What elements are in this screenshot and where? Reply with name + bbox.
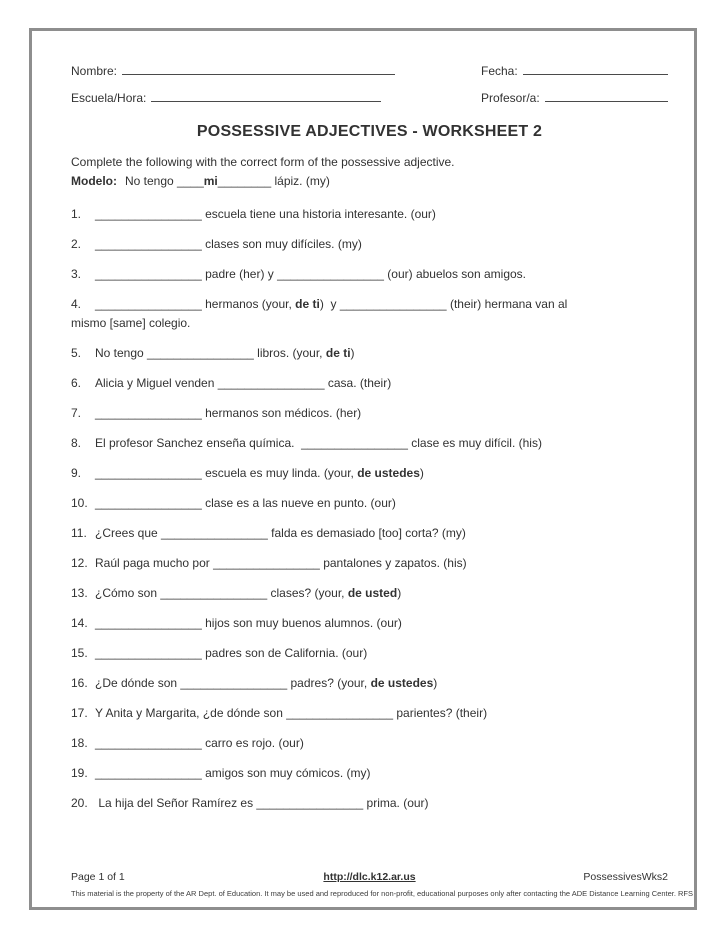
question-number: 7. xyxy=(71,406,82,420)
sentence-text: escuela es muy linda. (your, xyxy=(201,466,358,480)
question-number: 6. xyxy=(71,376,82,390)
answer-blank: ________________ xyxy=(161,526,268,540)
question-row xyxy=(71,374,668,393)
answer-blank: ________________ xyxy=(95,267,202,281)
sentence-text: clase es muy difícil. (his) xyxy=(407,436,542,450)
question-row xyxy=(71,554,668,573)
answer-blank: ________________ xyxy=(95,297,202,311)
question-row xyxy=(71,704,668,723)
question-number: 12. xyxy=(71,556,88,570)
answer-blank: ________________ xyxy=(95,406,202,420)
sentence-text: prima. (our) xyxy=(363,796,429,810)
escuela-hora-label: Escuela/Hora: xyxy=(71,91,147,105)
question-number: 1. xyxy=(71,207,82,221)
fecha-label: Fecha: xyxy=(481,64,518,78)
instructions-text: Complete the following with the correct form of the possessive adjective. xyxy=(71,155,455,169)
question-row xyxy=(71,295,668,333)
sentence-text: mismo [same] colegio. xyxy=(71,316,191,330)
question-row xyxy=(71,205,668,224)
answer-blank: ________________ xyxy=(339,297,447,311)
answer-blank: ________________ xyxy=(217,376,325,390)
sentence-text: No tengo xyxy=(125,174,178,188)
sentence-text: amigos son muy cómicos. (my) xyxy=(201,766,371,780)
question-number: 3. xyxy=(71,267,82,281)
answer-blank: ________________ xyxy=(286,706,394,720)
question-row xyxy=(71,524,668,543)
header-row-2 xyxy=(71,88,668,108)
modelo-sentence xyxy=(125,174,330,188)
sentence-text: ¿De dónde son xyxy=(95,676,181,690)
sentence-text: ) xyxy=(433,676,438,690)
sentence-text: ____ xyxy=(177,174,204,188)
sentence-text: (their) hermana van al xyxy=(446,297,568,311)
question-row xyxy=(71,494,668,513)
question-number: 9. xyxy=(71,466,82,480)
question-number: 11. xyxy=(71,526,87,540)
question-row xyxy=(71,734,668,753)
sentence-text: libros. (your, xyxy=(253,346,326,360)
sentence-text: hermanos (your, xyxy=(201,297,296,311)
questions xyxy=(71,205,668,813)
escuela-blank-line xyxy=(151,88,381,102)
sentence-text: padre (her) y xyxy=(201,267,278,281)
footer-main-row xyxy=(71,870,668,884)
sentence-text: escuela tiene una historia interesante. (our) xyxy=(201,207,436,221)
sentence-text: casa. (their) xyxy=(324,376,392,390)
answer-blank: ________________ xyxy=(95,766,202,780)
sentence-text: de ti xyxy=(325,346,351,360)
question-number: 13. xyxy=(71,586,88,600)
footer-page-number: Page 1 of 1 xyxy=(71,871,125,883)
sentence-text: padres? (your, xyxy=(287,676,371,690)
question-number: 15. xyxy=(71,646,88,660)
answer-blank: ________________ xyxy=(95,207,202,221)
sentence-text: lápiz. (my) xyxy=(271,174,330,188)
answer-blank: ________________ xyxy=(95,466,202,480)
question-number: 4. xyxy=(71,297,82,311)
sentence-text: pantalones y zapatos. (his) xyxy=(319,556,467,570)
sentence-text: clase es a las nueve en punto. (our) xyxy=(201,496,396,510)
sentence-text: ¿Cómo son xyxy=(95,586,161,600)
question-number: 5. xyxy=(71,346,82,360)
sentence-text: Raúl paga mucho por xyxy=(95,556,214,570)
answer-blank: ________________ xyxy=(147,346,254,360)
sentence-text: hijos son muy buenos alumnos. (our) xyxy=(201,616,402,630)
question-row xyxy=(71,794,668,813)
profesor-label: Profesor/a: xyxy=(481,91,540,105)
sentence-text: hermanos son médicos. (her) xyxy=(201,406,362,420)
sentence-text: de ti xyxy=(295,297,320,311)
nombre-blank-line xyxy=(122,61,395,75)
fecha-blank-line xyxy=(523,61,668,75)
answer-blank: ________________ xyxy=(301,436,408,450)
sentence-text: mi xyxy=(203,174,218,188)
sentence-text: La hija del Señor Ramírez es xyxy=(95,796,257,810)
page-footer xyxy=(32,870,694,907)
footer-copyright: This material is the property of the AR Dept. of Education. It may be used and reproduced for non-profit, educational purposes only after contacting the ADE Distance Learning Center. RFS xyxy=(71,889,694,898)
question-number: 8. xyxy=(71,436,82,450)
question-row xyxy=(71,674,668,693)
sentence-text: Alicia y Miguel venden xyxy=(95,376,218,390)
nombre-label: Nombre: xyxy=(71,64,118,78)
question-row xyxy=(71,464,668,483)
footer-doc-name: PossessivesWks2 xyxy=(583,871,669,883)
sentence-text: No tengo xyxy=(95,346,148,360)
question-number: 14. xyxy=(71,616,88,630)
question-row xyxy=(71,265,668,284)
header-right-group-1 xyxy=(481,61,668,81)
worksheet-title: POSSESSIVE ADJECTIVES - WORKSHEET 2 xyxy=(196,123,543,140)
sentence-text: ¿Crees que xyxy=(95,526,162,540)
question-row xyxy=(71,434,668,453)
footer-url-link[interactable]: http://dlc.k12.ar.us xyxy=(323,871,416,883)
question-row xyxy=(71,614,668,633)
answer-blank: ________________ xyxy=(256,796,364,810)
worksheet-page xyxy=(29,28,697,910)
sentence-text: de usted xyxy=(347,586,398,600)
sentence-text: ) y xyxy=(319,297,340,311)
profesor-blank-line xyxy=(545,88,668,102)
sentence-text: ________ xyxy=(217,174,272,188)
answer-blank: ________________ xyxy=(180,676,288,690)
answer-blank: ________________ xyxy=(95,616,202,630)
question-row xyxy=(71,404,668,423)
question-number: 20. xyxy=(71,796,88,810)
question-number: 10. xyxy=(71,496,88,510)
question-row xyxy=(71,235,668,254)
sentence-text: carro es rojo. (our) xyxy=(201,736,304,750)
answer-blank: ________________ xyxy=(277,267,384,281)
sentence-text: El profesor Sanchez enseña química. xyxy=(95,436,302,450)
answer-blank: ________________ xyxy=(160,586,268,600)
answer-blank: ________________ xyxy=(213,556,320,570)
sentence-text: padres son de California. (our) xyxy=(201,646,368,660)
header-row-1 xyxy=(71,61,668,81)
modelo-row xyxy=(71,172,668,191)
question-row xyxy=(71,764,668,783)
answer-blank: ________________ xyxy=(95,736,202,750)
sentence-text: Y Anita y Margarita, ¿de dónde son xyxy=(95,706,287,720)
sentence-text: parientes? (their) xyxy=(393,706,488,720)
sentence-text: ) xyxy=(397,586,402,600)
sentence-text: falda es demasiado [too] corta? (my) xyxy=(267,526,466,540)
question-number: 2. xyxy=(71,237,82,251)
sentence-text: clases? (your, xyxy=(267,586,348,600)
sentence-text: clases son muy difíciles. (my) xyxy=(201,237,362,251)
page-content xyxy=(32,31,694,813)
question-number: 17. xyxy=(71,706,88,720)
sentence-text: de ustedes xyxy=(357,466,420,480)
answer-blank: ________________ xyxy=(95,496,202,510)
question-number: 16. xyxy=(71,676,88,690)
question-row xyxy=(71,584,668,603)
answer-blank: ________________ xyxy=(95,646,202,660)
question-number: 18. xyxy=(71,736,88,750)
answer-blank: ________________ xyxy=(95,237,202,251)
question-number: 19. xyxy=(71,766,88,780)
sentence-text: (our) abuelos son amigos. xyxy=(383,267,527,281)
question-row xyxy=(71,344,668,363)
header-right-group-2 xyxy=(481,88,668,108)
sentence-text: ) xyxy=(350,346,355,360)
sentence-text: ) xyxy=(419,466,424,480)
sentence-text: de ustedes xyxy=(370,676,434,690)
modelo-label: Modelo: xyxy=(71,174,117,188)
question-row xyxy=(71,644,668,663)
